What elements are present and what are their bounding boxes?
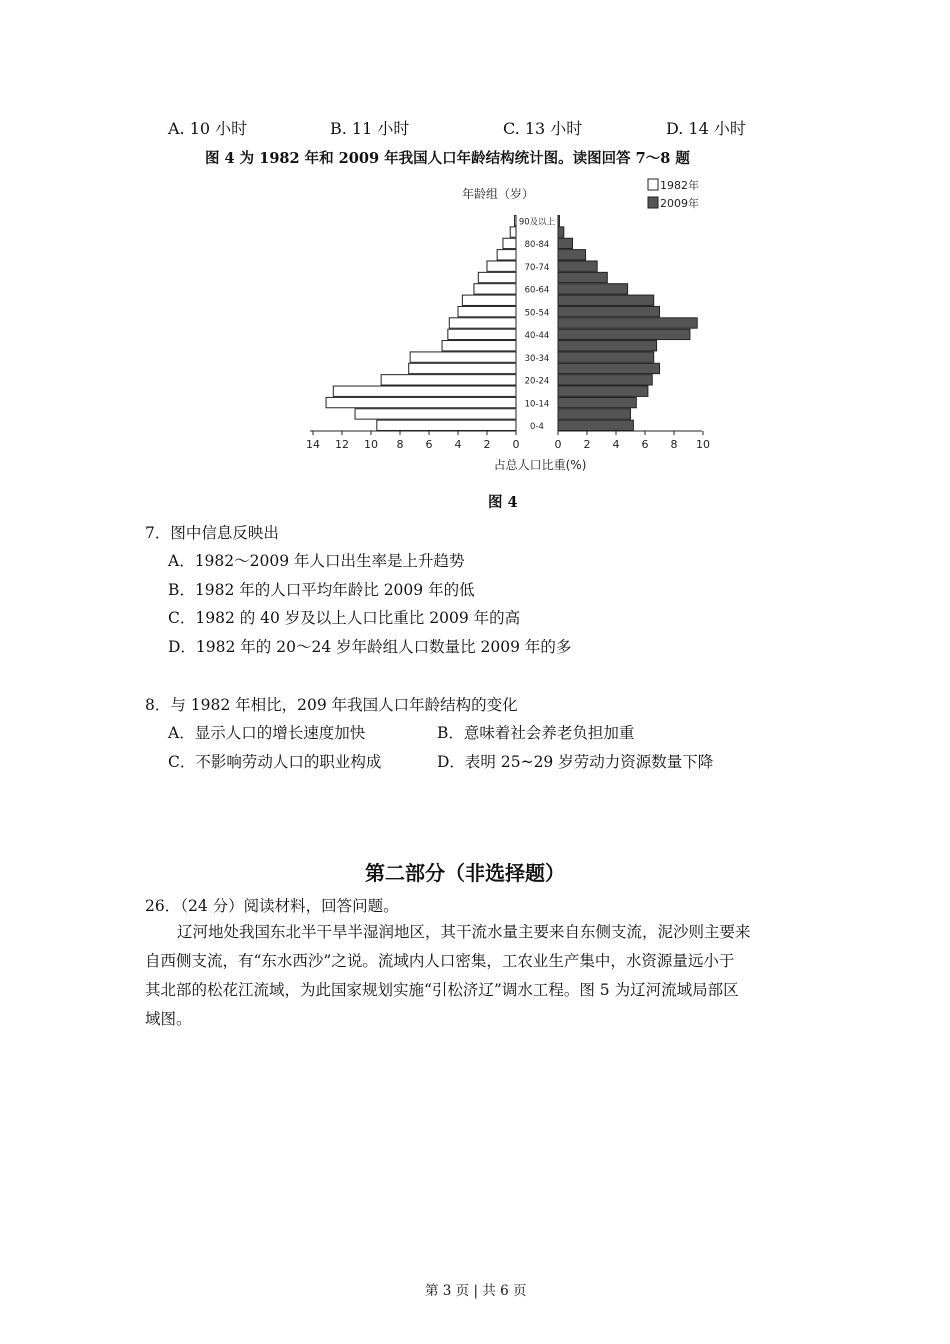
bar-1982-20-24 xyxy=(381,375,516,385)
bar-2009-20-24 xyxy=(558,375,652,385)
bar-2009-85-89 xyxy=(558,227,564,237)
bar-1982-15-19 xyxy=(333,386,516,396)
q26-line-4: 域图。 xyxy=(145,1010,192,1028)
prev-option-d: D. 14 小时 xyxy=(666,119,746,138)
bar-1982-30-34 xyxy=(410,352,516,362)
bar-2009-30-34 xyxy=(558,352,654,362)
bar-1982-40-44 xyxy=(448,329,516,339)
bar-2009-60-64 xyxy=(558,284,628,294)
chart-title: 年龄组（岁） xyxy=(461,187,535,201)
page-footer: 第 3 页 | 共 6 页 xyxy=(425,1283,527,1299)
q7-option-c: C．1982 的 40 岁及以上人口比重比 2009 年的高 xyxy=(168,609,521,627)
xtick-right-4: 4 xyxy=(612,438,620,451)
age-group-labels xyxy=(519,216,556,432)
age-label-50-54: 50-54 xyxy=(524,308,550,319)
q26-line-2: 自西侧支流，有“东水西沙”之说。流域内人口密集，工农业生产集中，水资源量远小于 xyxy=(145,952,735,970)
prev-option-a: A. 10 小时 xyxy=(168,119,248,138)
figure-label: 图 4 xyxy=(488,494,518,511)
age-label-20-24: 20-24 xyxy=(524,376,550,387)
bar-1982-80-84 xyxy=(503,238,516,248)
part2-title: 第二部分（非选择题） xyxy=(365,861,565,885)
figure-intro: 图 4 为 1982 年和 2009 年我国人口年龄结构统计图。读图回答 7～8 题 xyxy=(205,150,690,167)
xtick-right-8: 8 xyxy=(670,438,678,451)
bar-1982-90及以上 xyxy=(515,216,516,226)
prev-option-b: B. 11 小时 xyxy=(330,119,410,138)
q26-line-1: 辽河地处我国东北半干旱半湿润地区，其干流水量主要来自东侧支流，泥沙则主要来 xyxy=(177,923,751,941)
xtick-right-2: 2 xyxy=(583,438,591,451)
q26-line-3: 其北部的松花江流域，为此国家规划实施“引松济辽”调水工程。图 5 为辽河流域局部区 xyxy=(145,981,739,999)
xtick-right-6: 6 xyxy=(641,438,649,451)
xtick-left-2: 2 xyxy=(483,438,491,451)
bar-1982-0-4 xyxy=(377,420,516,430)
legend-swatch-1982 xyxy=(648,179,658,190)
xtick-left-12: 12 xyxy=(335,438,349,451)
legend-swatch-2009 xyxy=(648,197,658,208)
bar-2009-25-29 xyxy=(558,363,660,373)
xtick-right-0: 0 xyxy=(554,438,562,451)
xtick-left-0: 0 xyxy=(512,438,520,451)
q8-option-a: A．显示人口的增长速度加快 xyxy=(168,724,366,742)
bar-1982-60-64 xyxy=(474,284,516,294)
q8-option-b: B．意味着社会养老负担加重 xyxy=(437,724,635,742)
bar-2009-45-49 xyxy=(558,318,697,328)
bar-1982-35-39 xyxy=(442,341,516,351)
q7-option-a: A．1982～2009 年人口出生率是上升趋势 xyxy=(168,552,465,570)
legend-label-2009: 2009年 xyxy=(660,197,699,210)
bar-1982-85-89 xyxy=(510,227,516,237)
x-ticks xyxy=(306,431,710,451)
bars-1982 xyxy=(326,216,516,431)
q8-option-d: D．表明 25~29 岁劳动力资源数量下降 xyxy=(437,753,714,771)
q7-option-d: D．1982 年的 20～24 岁年龄组人口数量比 2009 年的多 xyxy=(168,638,572,656)
bar-1982-50-54 xyxy=(458,306,516,316)
xtick-right-10: 10 xyxy=(696,438,710,451)
bar-2009-0-4 xyxy=(558,420,633,430)
age-label-80-84: 80-84 xyxy=(524,240,550,251)
age-label-40-44: 40-44 xyxy=(524,331,550,342)
bar-2009-15-19 xyxy=(558,386,648,396)
age-label-10-14: 10-14 xyxy=(524,399,550,410)
bar-1982-5-9 xyxy=(355,409,516,419)
bar-2009-55-59 xyxy=(558,295,654,305)
bar-2009-70-74 xyxy=(558,261,597,271)
bar-2009-75-79 xyxy=(558,250,586,260)
bar-1982-25-29 xyxy=(409,363,516,373)
xtick-left-10: 10 xyxy=(364,438,378,451)
q8-option-c: C．不影响劳动人口的职业构成 xyxy=(168,753,382,771)
legend-label-1982: 1982年 xyxy=(660,179,699,192)
age-label-0-4: 0-4 xyxy=(530,422,544,432)
bar-2009-40-44 xyxy=(558,329,690,339)
bar-2009-5-9 xyxy=(558,409,631,419)
bar-1982-75-79 xyxy=(497,250,516,260)
q7-option-b: B．1982 年的人口平均年龄比 2009 年的低 xyxy=(168,581,475,599)
q26-stem: 26．（24 分）阅读材料，回答问题。 xyxy=(145,897,399,915)
x-axis-label: 占总人口比重(%) xyxy=(493,458,587,472)
xtick-left-4: 4 xyxy=(454,438,462,451)
bar-2009-65-69 xyxy=(558,272,607,282)
xtick-left-6: 6 xyxy=(425,438,433,451)
bar-1982-55-59 xyxy=(462,295,516,305)
bar-2009-10-14 xyxy=(558,397,636,407)
age-label-60-64: 60-64 xyxy=(524,285,550,296)
bar-1982-45-49 xyxy=(449,318,516,328)
prev-option-c: C. 13 小时 xyxy=(503,119,583,138)
bar-1982-10-14 xyxy=(326,397,516,407)
age-label-90及以上: 90及以上 xyxy=(518,217,556,228)
bar-2009-80-84 xyxy=(558,238,573,248)
population-pyramid-chart xyxy=(300,175,740,475)
q7-stem: 7．图中信息反映出 xyxy=(145,524,279,542)
bar-1982-65-69 xyxy=(478,272,516,282)
age-label-30-34: 30-34 xyxy=(524,353,550,364)
age-label-70-74: 70-74 xyxy=(524,262,550,273)
bar-2009-90及以上 xyxy=(558,216,559,226)
bar-2009-35-39 xyxy=(558,341,657,351)
bars-2009 xyxy=(558,216,697,431)
xtick-left-8: 8 xyxy=(396,438,404,451)
chart-legend xyxy=(648,178,699,210)
q8-stem: 8．与 1982 年相比，209 年我国人口年龄结构的变化 xyxy=(145,696,518,714)
xtick-left-14: 14 xyxy=(306,438,320,451)
bar-2009-50-54 xyxy=(558,306,660,316)
bar-1982-70-74 xyxy=(487,261,516,271)
